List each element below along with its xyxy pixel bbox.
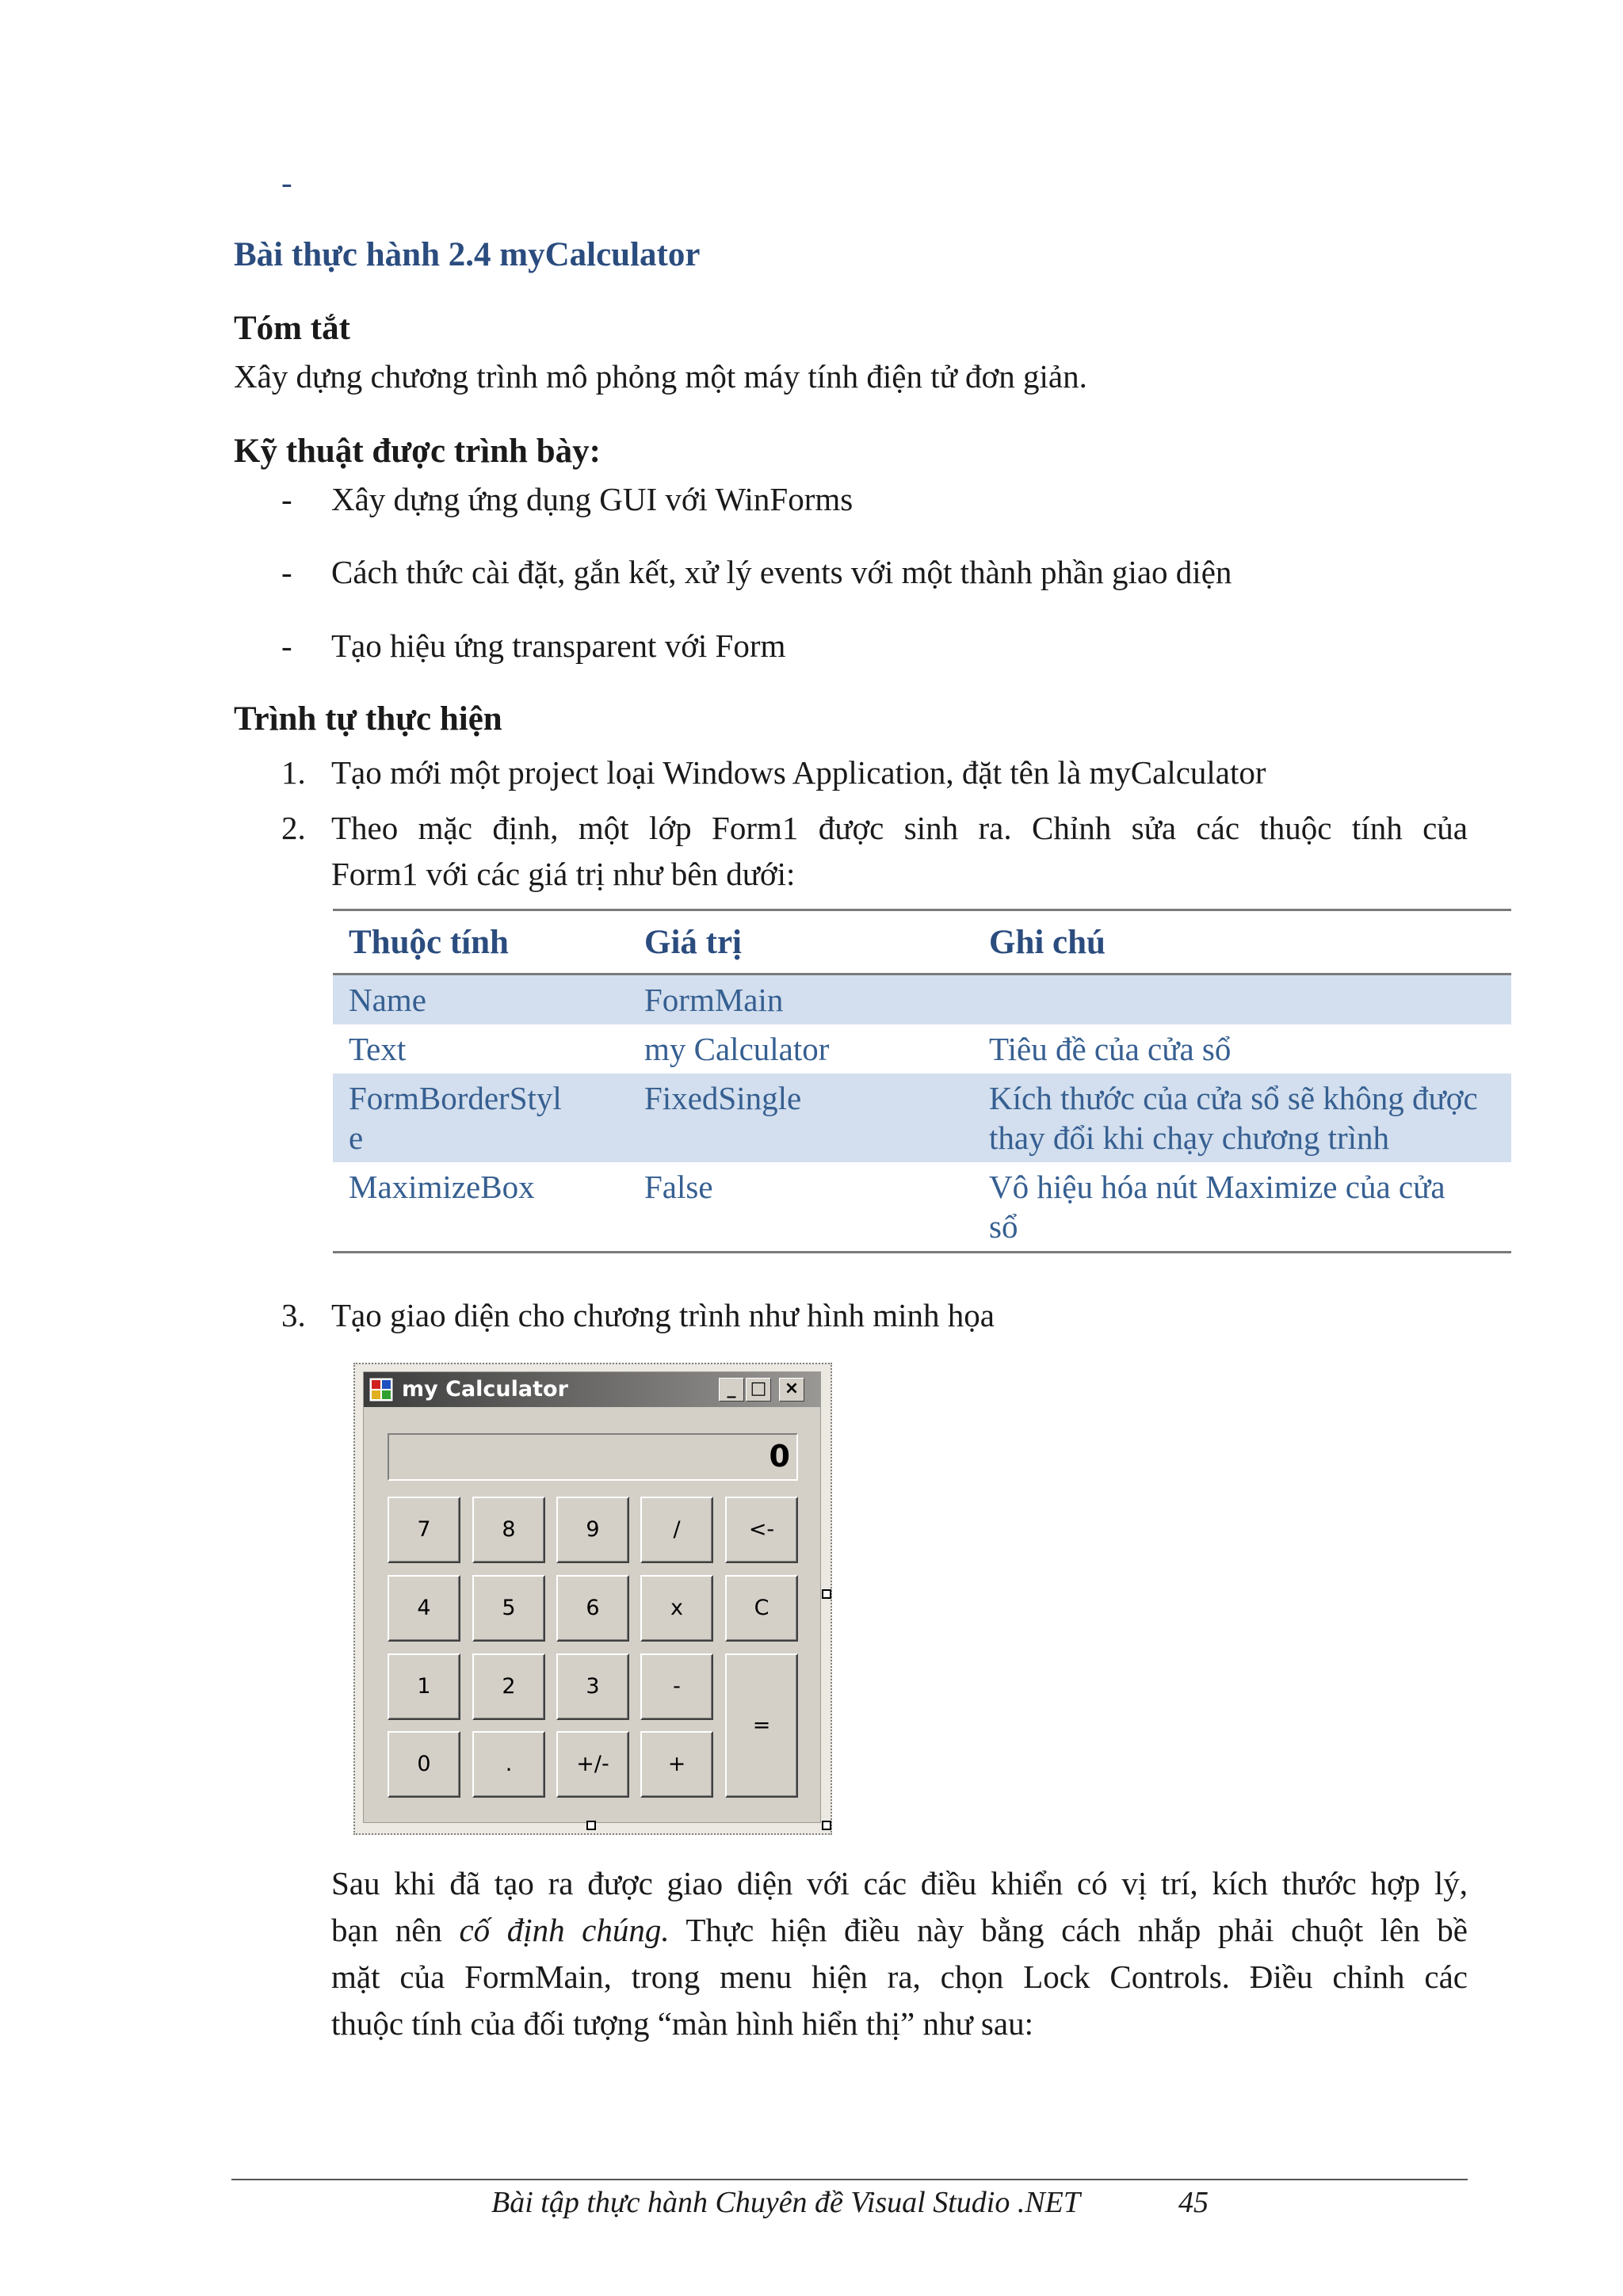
multiply-button[interactable]: x	[640, 1575, 713, 1642]
step-number: 1.	[281, 754, 306, 791]
properties-table	[333, 909, 1511, 1253]
note-line: Kích thước của cửa sổ sẽ không được	[989, 1080, 1478, 1116]
table-row	[333, 1024, 1511, 1074]
techniques-heading: Kỹ thuật được trình bày:	[234, 433, 601, 470]
value-cell: FixedSingle	[644, 1080, 802, 1116]
footer-title: Bài tập thực hành Chuyên đề Visual Studio .NET	[491, 2186, 1081, 2219]
key-8-button[interactable]: 8	[472, 1497, 545, 1563]
note-line: thay đổi khi chạy chương trình	[989, 1119, 1390, 1156]
table-header-row	[333, 910, 1511, 974]
section-title: Bài thực hành 2.4 myCalculator	[234, 236, 701, 273]
decimal-button[interactable]: .	[472, 1731, 545, 1798]
maximize-button[interactable]: □	[746, 1378, 771, 1402]
key-1-button[interactable]: 1	[388, 1653, 460, 1720]
key-2-button[interactable]: 2	[472, 1653, 545, 1720]
step-text: Theo mặc định, một lớp Form1 được sinh ra. Chỉnh sửa các thuộc tính của	[331, 810, 1468, 846]
add-button[interactable]: +	[640, 1731, 713, 1798]
note-cell	[973, 1162, 1511, 1253]
stray-dash: -	[281, 164, 292, 200]
table-row	[333, 974, 1511, 1025]
body-paragraph-line: thuộc tính của đối tượng “màn hình hiển thị” như sau:	[331, 2005, 1033, 2042]
note-line: Vô hiệu hóa nút Maximize của cửa	[989, 1169, 1445, 1205]
procedure-heading: Trình tự thực hiện	[234, 700, 502, 738]
page-number: 45	[1178, 2186, 1209, 2219]
technique-marker: -	[281, 627, 292, 664]
clear-button[interactable]: C	[725, 1575, 798, 1642]
summary-heading: Tóm tắt	[234, 310, 350, 347]
footer-rule	[231, 2179, 1468, 2180]
note-cell	[973, 974, 1511, 1025]
value-cell: False	[644, 1169, 713, 1205]
calculator-display: 0	[388, 1433, 798, 1481]
key-4-button[interactable]: 4	[388, 1575, 460, 1642]
property-cell: Text	[349, 1031, 407, 1067]
backspace-button[interactable]: <-	[725, 1497, 798, 1563]
key-6-button[interactable]: 6	[556, 1575, 629, 1642]
note-cell	[973, 1074, 1511, 1162]
subtract-button[interactable]: -	[640, 1653, 713, 1720]
key-9-button[interactable]: 9	[556, 1497, 629, 1563]
property-line: e	[349, 1119, 364, 1156]
property-line: FormBorderStyl	[349, 1080, 562, 1116]
technique-item: Tạo hiệu ứng transparent với Form	[331, 627, 786, 664]
column-header: Giá trị	[644, 923, 742, 961]
step-number: 2.	[281, 810, 306, 846]
note-cell: Tiêu đề của cửa sổ	[989, 1031, 1232, 1067]
window-title: my Calculator	[402, 1377, 568, 1402]
technique-item: Xây dựng ứng dụng GUI với WinForms	[331, 481, 854, 517]
title-bar	[364, 1372, 820, 1407]
form-icon	[369, 1377, 394, 1402]
key-0-button[interactable]: 0	[388, 1731, 460, 1798]
property-cell	[333, 1074, 628, 1162]
note-line: sổ	[989, 1208, 1018, 1245]
body-paragraph-line: mặt của FormMain, trong menu hiện ra, chọn Lock Controls. Điều chỉnh các	[331, 1958, 1468, 1995]
close-button[interactable]: ×	[779, 1378, 804, 1402]
minimize-button[interactable]: _	[719, 1378, 744, 1402]
divide-button[interactable]: /	[640, 1497, 713, 1563]
step-text: Form1 với các giá trị như bên dưới:	[331, 856, 796, 892]
text-span: bạn nên	[331, 1912, 460, 1948]
property-cell: Name	[349, 982, 426, 1018]
sign-toggle-button[interactable]: +/-	[556, 1731, 629, 1798]
table-row	[333, 1074, 1511, 1162]
column-header: Thuộc tính	[349, 923, 509, 961]
key-7-button[interactable]: 7	[388, 1497, 460, 1563]
body-paragraph-line: Sau khi đã tạo ra được giao diện với các điều khiển có vị trí, kích thước hợp lý,	[331, 1865, 1468, 1901]
step-text: Tạo mới một project loại Windows Application, đặt tên là myCalculator	[331, 754, 1266, 791]
value-cell: FormMain	[644, 982, 784, 1018]
technique-marker: -	[281, 554, 292, 590]
text-span: Thực hiện điều này bằng cách nhắp phải chuột lên bề	[669, 1912, 1468, 1948]
property-cell: MaximizeBox	[349, 1169, 535, 1205]
step-number: 3.	[281, 1297, 306, 1333]
key-3-button[interactable]: 3	[556, 1653, 629, 1720]
table-row	[333, 1162, 1511, 1253]
body-paragraph-line	[331, 1906, 1468, 1954]
resize-handle-corner[interactable]	[822, 1821, 831, 1830]
column-header: Ghi chú	[989, 923, 1106, 961]
resize-handle-right[interactable]	[822, 1589, 831, 1599]
resize-handle-bottom[interactable]	[586, 1821, 596, 1830]
calculator-window	[363, 1371, 821, 1823]
value-cell: my Calculator	[644, 1031, 830, 1067]
key-5-button[interactable]: 5	[472, 1575, 545, 1642]
equals-button[interactable]: =	[725, 1653, 798, 1798]
step-text: Tạo giao diện cho chương trình như hình minh họa	[331, 1297, 995, 1333]
technique-marker: -	[281, 481, 292, 517]
summary-text: Xây dựng chương trình mô phỏng một máy tính điện tử đơn giản.	[234, 358, 1087, 395]
technique-item: Cách thức cài đặt, gắn kết, xử lý events với một thành phần giao diện	[331, 554, 1232, 590]
emphasis-text: cố định chúng.	[459, 1912, 670, 1948]
